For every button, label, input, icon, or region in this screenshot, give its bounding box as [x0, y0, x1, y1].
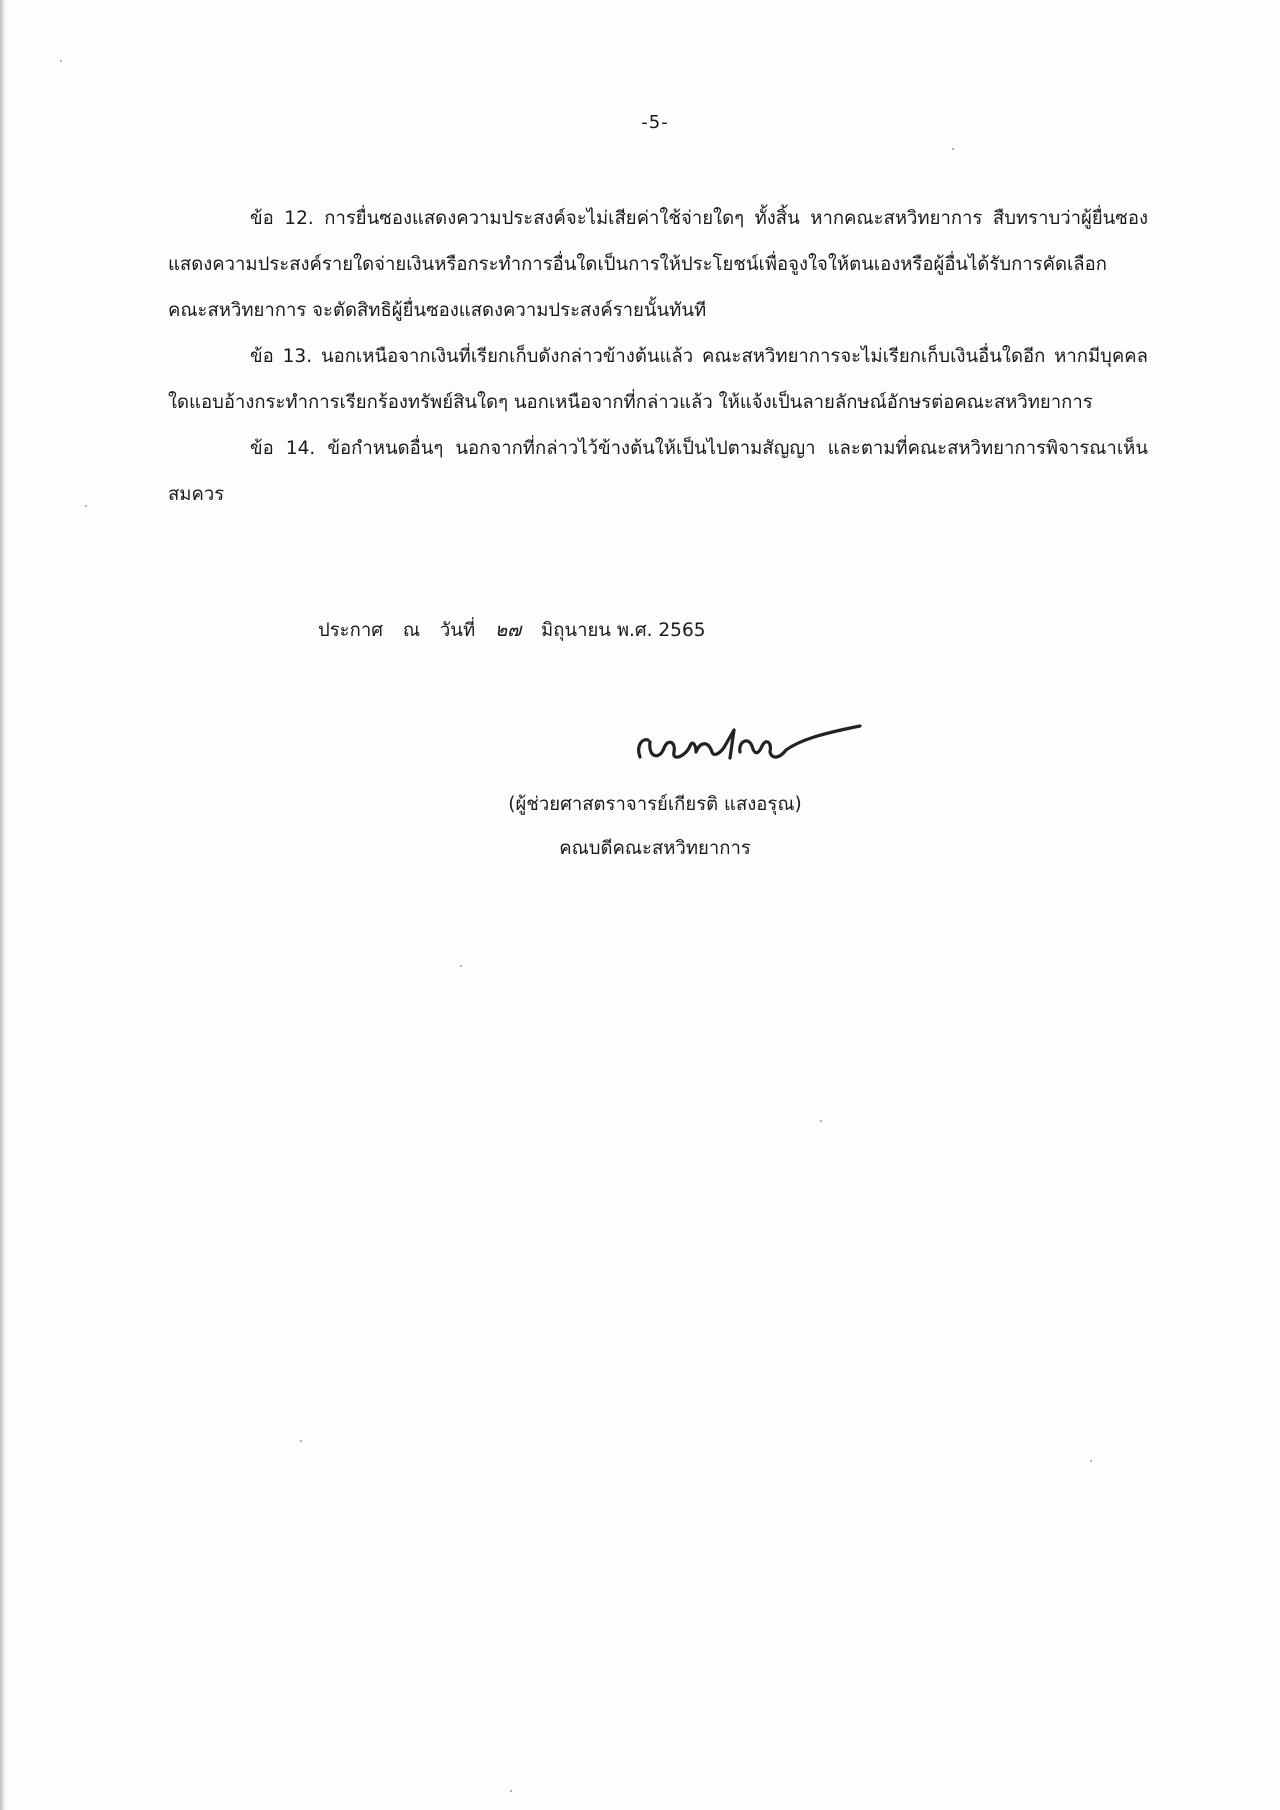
- clause-14: ข้อ 14. ข้อกำหนดอื่นๆ นอกจากที่กล่าวไว้ข้างต้นให้เป็นไปตามสัญญา และตามที่คณะสหวิทยาการพิจารณาเห็นสมควร: [168, 438, 1148, 505]
- announcement-prefix: ประกาศ: [318, 620, 383, 641]
- scan-speck: [1090, 1460, 1092, 1462]
- clause-13: ข้อ 13. นอกเหนือจากเงินที่เรียกเก็บดังกล่าวข้างต้นแล้ว คณะสหวิทยาการจะไม่เรียกเก็บเงินอื่นใดอีก หากมีบุคคลใดแอบอ้างกระทำการเรียกร้องทรัพย์สินใดๆ นอกเหนือจากที่กล่าวแล้ว ให้แจ้งเป็นลายลักษณ์อักษรต่อคณะสหวิทยาการ: [168, 346, 1148, 413]
- scan-speck: [300, 1440, 302, 1442]
- scan-speck: [820, 1120, 822, 1122]
- announcement-date-line: [318, 616, 720, 645]
- scan-speck: [85, 505, 87, 507]
- clauses-block: [168, 196, 1148, 518]
- scan-speck: [952, 148, 954, 150]
- signer-name: (ผู้ช่วยศาสตราจารย์เกียรติ แสงอรุณ): [508, 794, 802, 815]
- page-number: -5-: [641, 112, 669, 133]
- scan-edge: [0, 0, 6, 1810]
- announcement-day: ๒๗: [495, 620, 522, 641]
- signer-title: คณบดีคณะสหวิทยาการ: [559, 838, 751, 859]
- clause-12: ข้อ 12. การยื่นซองแสดงความประสงค์จะไม่เสียค่าใช้จ่ายใดๆ ทั้งสิ้น หากคณะสหวิทยาการ สืบทราบว่าผู้ยื่นซองแสดงความประสงค์รายใดจ่ายเงินหรือกระทำการอื่นใดเป็นการให้ประโยชน์เพื่อจูงใจให้ตนเองหรือผู้อื่นได้รับการคัดเลือก คณะสหวิทยาการ จะตัดสิทธิผู้ยื่นซองแสดงความประสงค์รายนั้นทันที: [168, 208, 1148, 321]
- scan-speck: [460, 965, 462, 967]
- handwritten-signature: [630, 712, 870, 772]
- announcement-month-year: มิถุนายน พ.ศ. 2565: [541, 620, 706, 641]
- scan-speck: [60, 60, 62, 62]
- announcement-at: ณ: [402, 620, 421, 641]
- announcement-day-label: วันที่: [439, 620, 476, 641]
- scan-speck: [510, 1790, 512, 1792]
